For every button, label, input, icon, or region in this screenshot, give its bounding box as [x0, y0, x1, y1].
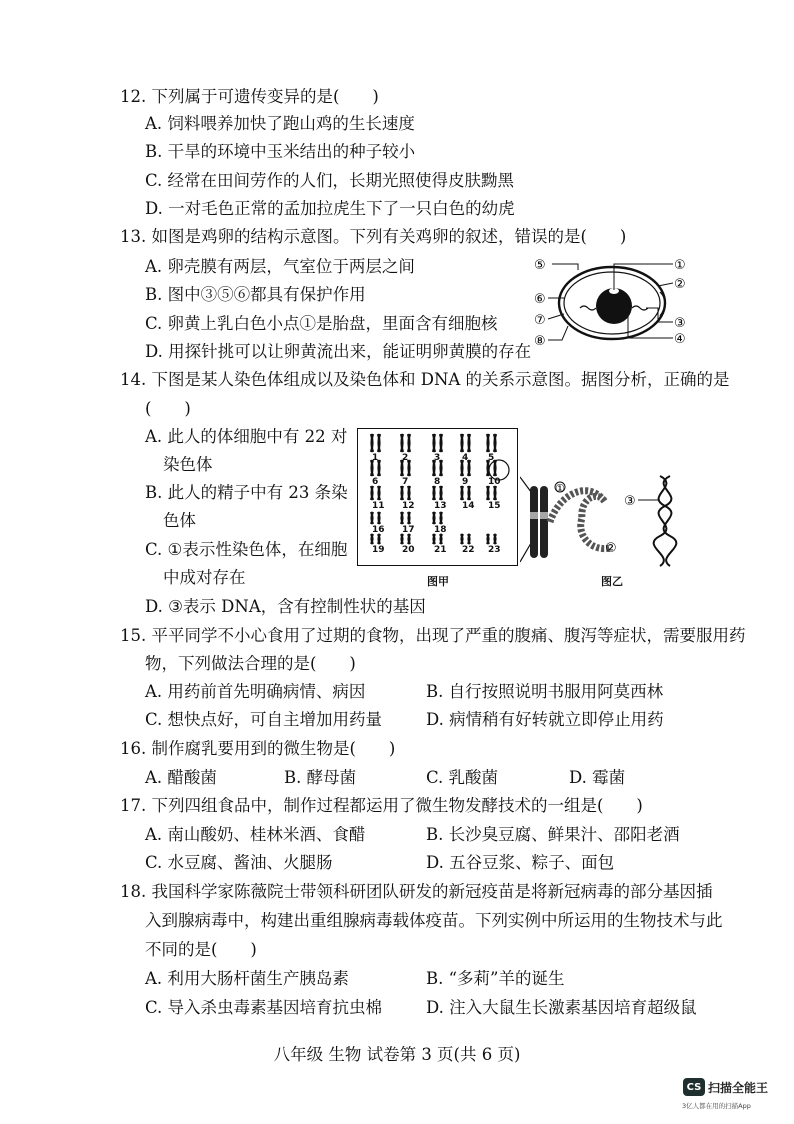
q15-stem: 15. 平平同学不小心食用了过期的食物，出现了严重的腹痛、腹泻等症状，需要服用药 — [120, 626, 746, 645]
chromosome-number-19: 19 — [372, 545, 385, 555]
egg-label-6: ⑥ — [534, 292, 546, 307]
chromosome-number-15: 15 — [488, 501, 501, 511]
q14-option-a-cont: 染色体 — [163, 455, 213, 474]
q14-option-b-cont: 色体 — [163, 511, 196, 530]
q17-option-a: A. 南山酸奶、桂林米酒、食醋 — [145, 825, 366, 844]
chalaza-right — [632, 306, 648, 310]
q13-option-b: B. 图中③⑤⑥都具有保护作用 — [145, 285, 366, 304]
q17-option-b: B. 长沙臭豆腐、鲜果汁、邵阳老酒 — [426, 825, 680, 844]
q13-option-a: A. 卵壳膜有两层，气室位于两层之间 — [145, 257, 415, 276]
camscanner-logo-icon: CS — [683, 1078, 705, 1096]
chromosome-number-2: 2 — [402, 453, 409, 463]
chromosome-number-17: 17 — [402, 525, 415, 535]
egg-label-4: ④ — [674, 332, 686, 347]
q12-option-a: A. 饲料喂养加快了跑山鸡的生长速度 — [145, 114, 415, 133]
egg-label-7: ⑦ — [534, 313, 546, 328]
chromosome-number-21: 21 — [434, 545, 447, 555]
dna-double-helix — [654, 476, 677, 566]
chromosome-number-22: 22 — [462, 545, 475, 555]
camscanner-name: 扫描全能王 — [708, 1080, 769, 1095]
q13-stem: 13. 如图是鸡卵的结构示意图。下列有关鸡卵的叙述，错误的是( ) — [120, 227, 627, 246]
q18-option-d: D. 注入大鼠生长激素基因培育超级鼠 — [426, 998, 697, 1017]
chromosome-number-5: 5 — [488, 453, 495, 463]
q14-stem: 14. 下图是某人染色体组成以及染色体和 DNA 的关系示意图。据图分析，正确的是 — [120, 370, 730, 389]
q18-stem-cont-1: 入到腺病毒中，构建出重组腺病毒载体疫苗。下列实例中所运用的生物技术与此 — [145, 911, 723, 930]
q15-stem-cont: 物，下列做法合理的是( ) — [145, 654, 356, 673]
q14-option-a: A. 此人的体细胞中有 22 对 — [145, 427, 348, 446]
q18-option-b: B. “多莉”羊的诞生 — [426, 969, 565, 988]
chromosome-number-14: 14 — [462, 501, 475, 511]
q14-option-b: B. 此人的精子中有 23 条染 — [145, 483, 348, 502]
q13-option-d: D. 用探针挑可以让卵黄流出来，能证明卵黄膜的存在 — [145, 342, 532, 361]
chromosome-number-7: 7 — [402, 477, 409, 487]
egg-structure-diagram — [528, 252, 698, 352]
chromosome-number-13: 13 — [434, 501, 447, 511]
large-chromosome — [530, 486, 548, 558]
chromosome-number-16: 16 — [372, 525, 385, 535]
camscanner-tagline: 3亿人都在用的扫描App — [682, 1102, 751, 1110]
q16-stem: 16. 制作腐乳要用到的微生物是( ) — [120, 739, 396, 758]
q16-option-a: A. 醋酸菌 — [145, 768, 217, 787]
chromosome-number-4: 4 — [462, 453, 469, 463]
q16-option-d: D. 霉菌 — [569, 768, 626, 787]
q17-option-c: C. 水豆腐、酱油、火腿肠 — [145, 853, 333, 872]
chromosome-number-10: 10 — [488, 477, 501, 487]
chromosome-number-6: 6 — [372, 477, 379, 487]
chromosome-number-20: 20 — [402, 545, 415, 555]
chromosome-number-9: 9 — [462, 477, 469, 487]
q14-option-c-cont: 中成对存在 — [163, 568, 246, 587]
q12-stem: 12. 下列属于可遗传变异的是( ) — [120, 87, 379, 106]
chromosome-number-23: 23 — [488, 545, 501, 555]
chromosome-number-12: 12 — [402, 501, 415, 511]
q15-option-c: C. 想快点好，可自主增加用药量 — [145, 710, 383, 729]
q13-option-c: C. 卵黄上乳白色小点①是胎盘，里面含有细胞核 — [145, 314, 498, 333]
q17-option-d: D. 五谷豆浆、粽子、面包 — [426, 853, 615, 872]
chromosome-number-8: 8 — [434, 477, 441, 487]
q15-option-a: A. 用药前首先明确病情、病因 — [145, 682, 366, 701]
chromosome-number-3: 3 — [434, 453, 441, 463]
camscanner-watermark — [683, 1078, 768, 1096]
q12-option-b: B. 干旱的环境中玉米结出的种子较小 — [145, 142, 416, 161]
q18-option-c: C. 导入杀虫毒素基因培育抗虫棉 — [145, 998, 383, 1017]
egg-label-5: ⑤ — [534, 258, 546, 273]
q16-option-c: C. 乳酸菌 — [426, 768, 499, 787]
q18-stem-cont-2: 不同的是( ) — [145, 940, 257, 959]
egg-label-1: ① — [674, 258, 686, 273]
q14-stem-cont: ( ) — [145, 399, 191, 418]
q12-option-d: D. 一对毛色正常的孟加拉虎生下了一只白色的幼虎 — [145, 199, 515, 218]
protein-coil — [550, 491, 610, 549]
q15-option-b: B. 自行按照说明书服用阿莫西林 — [426, 682, 664, 701]
chromosome-number-11: 11 — [372, 501, 385, 511]
fig-b-label-3: ③ — [624, 494, 636, 509]
q14-option-c: C. ①表示性染色体，在细胞 — [145, 540, 348, 559]
figure-a-caption: 图甲 — [427, 575, 449, 588]
egg-label-8: ⑧ — [534, 334, 546, 349]
chromosome-number-1: 1 — [372, 453, 379, 463]
figure-b-caption: 图乙 — [601, 575, 623, 588]
fig-b-label-1: ① — [555, 482, 565, 495]
q18-stem: 18. 我国科学家陈薇院士带领科研团队研发的新冠疫苗是将新冠病毒的部分基因插 — [120, 882, 713, 901]
chalaza-left — [580, 306, 596, 310]
chromosome-dna-diagram — [520, 462, 700, 577]
q14-option-d: D. ③表示 DNA，含有控制性状的基因 — [145, 597, 426, 616]
q15-option-d: D. 病情稍有好转就立即停止用药 — [426, 710, 664, 729]
fig-b-label-2: ② — [605, 541, 617, 556]
egg-label-3: ③ — [674, 316, 686, 331]
q16-option-b: B. 酵母菌 — [284, 768, 357, 787]
page-footer: 八年级 生物 试卷第 3 页(共 6 页) — [273, 1045, 521, 1064]
egg-label-2: ② — [674, 277, 686, 292]
q17-stem: 17. 下列四组食品中，制作过程都运用了微生物发酵技术的一组是( ) — [120, 796, 643, 815]
q12-option-c: C. 经常在田间劳作的人们，长期光照使得皮肤黝黑 — [145, 171, 515, 190]
q18-option-a: A. 利用大肠杆菌生产胰岛素 — [145, 969, 349, 988]
chromosome-number-18: 18 — [434, 525, 447, 535]
